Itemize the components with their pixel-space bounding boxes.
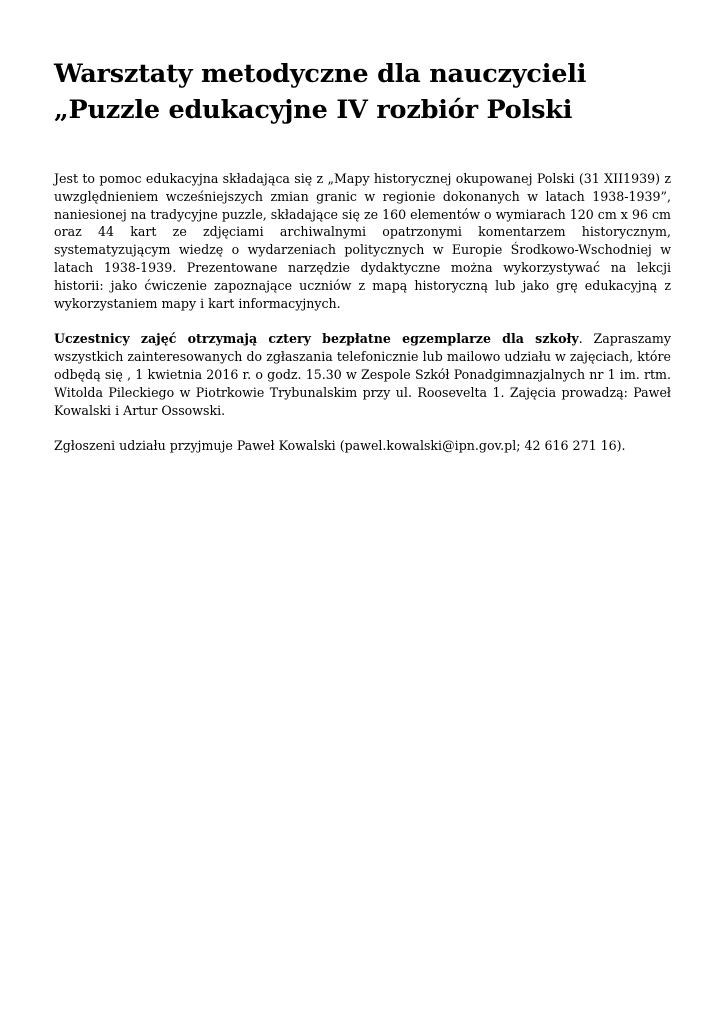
bold-statement: Uczestnicy zajęć otrzymają cztery bezpłatne egzemplarze dla szkoły	[54, 331, 579, 347]
document-page	[54, 56, 671, 473]
document-body	[54, 170, 671, 455]
paragraph-description: Jest to pomoc edukacyjna składająca się z „Mapy historycznej okupowanej Polski (31 XII1939) z uwzględnieniem wcześniejszych zmian granic w regionie dokonanych w latach 1938-1939”, naniesionej na tradycyjne puzzle, składające się ze 160 elementów o wymiarach 120 cm x 96 cm oraz 44 kart ze zdjęciami archiwalnymi opatrzonymi komentarzem historycznym, systematyzującym wiedzę o wydarzeniach politycznych w Europie Środkowo-Wschodniej w latach 1938-1939. Prezentowane narzędzie dydaktyczne można wykorzystywać na lekcji historii: jako ćwiczenie zapoznające uczniów z mapą historyczną lub jako grę edukacyjną z wykorzystaniem mapy i kart informacyjnych.	[54, 171, 671, 311]
title-line-1: Warsztaty metodyczne dla nauczycieli	[54, 59, 587, 89]
document-title	[54, 56, 671, 128]
invitation-text: . Zapraszamy wszystkich zainteresowanych do zgłaszania telefonicznie lub mailowo udziału w zajęciach, które odbędą się , 1 kwietnia 2016 r. o godz. 15.30 w Zespole Szkół Ponadgimnazjalnych nr 1 im. rtm. Witolda Pileckiego w Piotrkowie Trybunalskim przy ul. Roosevelta 1. Zajęcia prowadzą: Paweł Kowalski i Artur Ossowski.	[54, 331, 671, 418]
paragraph-invitation	[54, 330, 671, 419]
title-line-2: „Puzzle edukacyjne IV rozbiór Polski	[54, 95, 573, 125]
paragraph-contact: Zgłoszeni udziału przyjmuje Paweł Kowalski (pawel.kowalski@ipn.gov.pl; 42 616 271 16).	[54, 438, 626, 454]
